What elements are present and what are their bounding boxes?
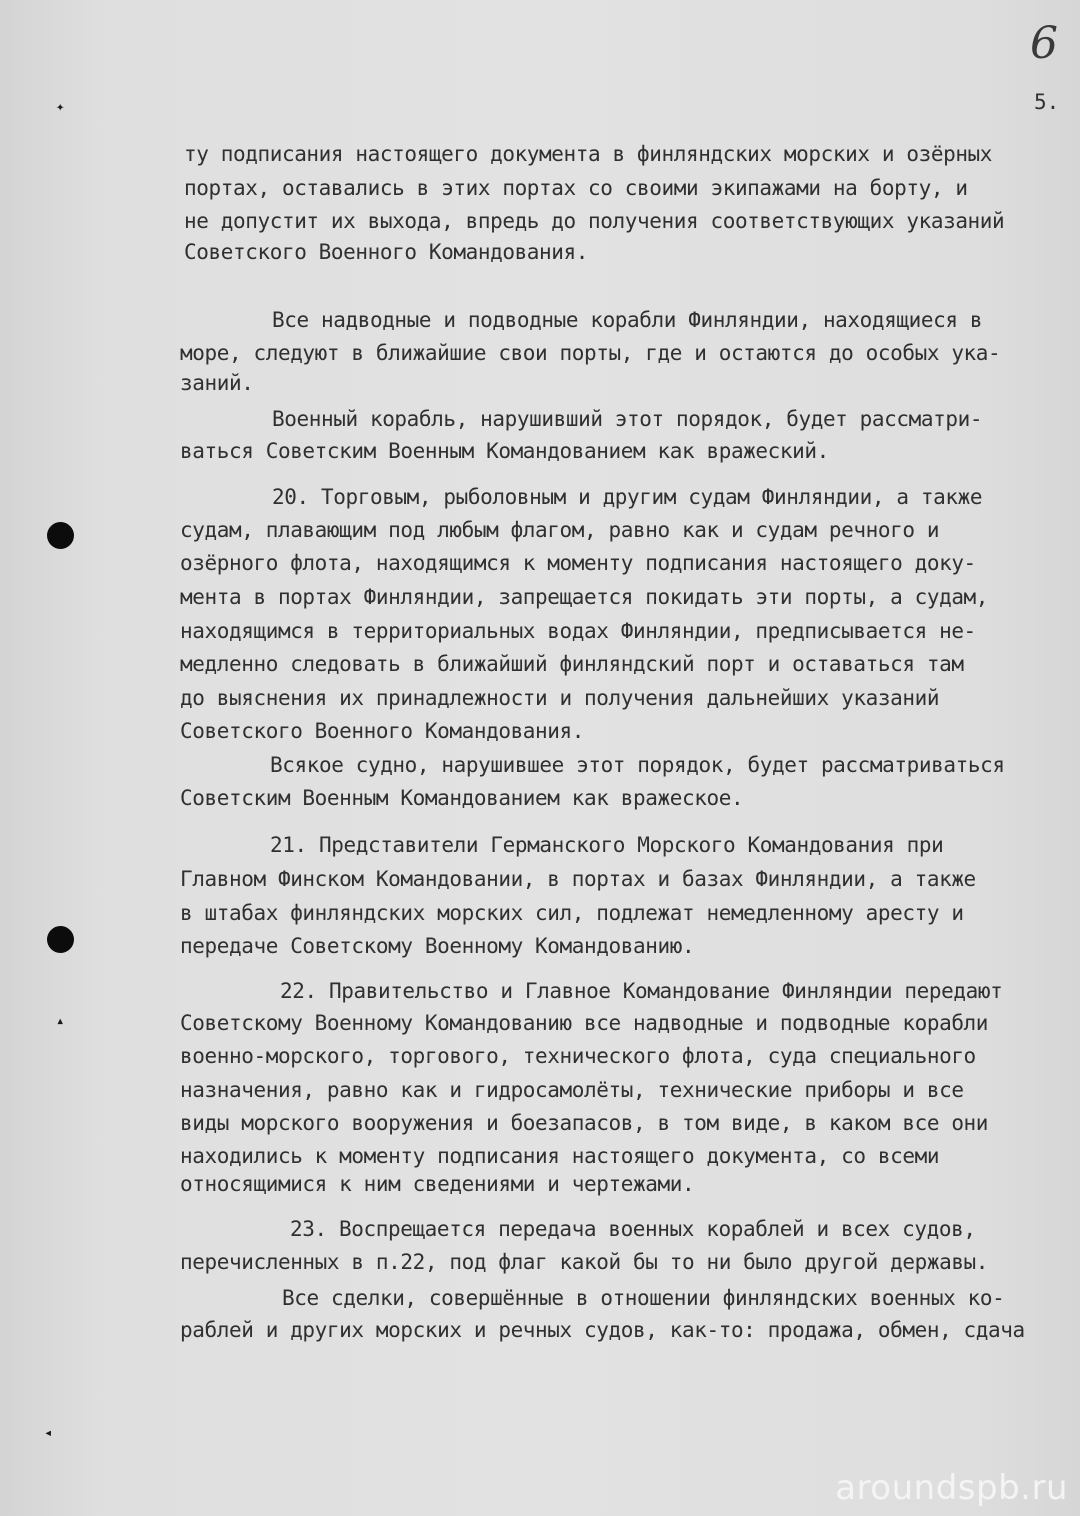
text-line: мента в портах Финляндии, запрещается покидать эти порты, а судам,	[180, 585, 989, 609]
text-line: перечисленных в п.22, под флаг какой бы то ни было другой державы.	[180, 1250, 989, 1274]
text-line: озёрного флота, находящимся к моменту подписания настоящего доку-	[180, 551, 976, 575]
text-line: до выяснения их принадлежности и получения дальнейших указаний	[180, 686, 940, 710]
text-line: море, следуют в ближайшие свои порты, где и остаются до особых ука-	[180, 341, 1001, 365]
page-number: 5.	[1034, 90, 1060, 114]
text-line: раблей и других морских и речных судов, как-то: продажа, обмен, сдача	[180, 1318, 1025, 1342]
text-line: Военный корабль, нарушивший этот порядок, будет рассматри-	[272, 407, 983, 431]
handwritten-sheet-number: 6	[1030, 18, 1058, 69]
text-line: передаче Советскому Военному Командованию.	[180, 934, 695, 958]
text-line: виды морского вооружения и боезапасов, в том виде, в каком все они	[180, 1111, 989, 1135]
punch-hole-upper	[47, 522, 74, 549]
text-line: относящимися к ним сведениями и чертежами.	[180, 1172, 695, 1196]
text-line: судам, плавающим под любым флагом, равно как и судам речного и	[180, 518, 940, 542]
text-line: портах, оставались в этих портах со своими экипажами на борту, и	[184, 176, 968, 200]
margin-speck: ✦	[56, 99, 65, 115]
punch-hole-lower	[47, 926, 74, 953]
text-line: в штабах финляндских морских сил, подлежат немедленному аресту и	[180, 901, 964, 925]
text-line: Главном Финском Командовании, в портах и базах Финляндии, а также	[180, 867, 976, 891]
text-line: находились к моменту подписания настоящего документа, со всеми	[180, 1144, 940, 1168]
text-line: Советского Военного Командования.	[180, 719, 585, 743]
text-line: Советским Военным Командованием как вражеское.	[180, 786, 744, 810]
text-line: 22. Правительство и Главное Командование Финляндии передают	[280, 979, 1003, 1003]
text-line: ваться Советским Военным Командованием как вражеский.	[180, 439, 829, 463]
text-line: 21. Представители Германского Морского Командования при	[270, 833, 944, 857]
text-line: Советскому Военному Командованию все надводные и подводные корабли	[180, 1011, 989, 1035]
watermark: aroundspb.ru	[835, 1468, 1068, 1508]
text-line: военно-морского, торгового, технического флота, суда специального	[180, 1044, 976, 1068]
text-line: Советского Военного Командования.	[184, 240, 589, 264]
text-line: назначения, равно как и гидросамолёты, технические приборы и все	[180, 1078, 964, 1102]
margin-speck: ◂	[44, 1425, 53, 1441]
text-line: не допустит их выхода, впредь до получения соответствующих указаний	[184, 209, 1005, 233]
text-line: заний.	[180, 371, 254, 395]
text-line: 20. Торговым, рыболовным и другим судам Финляндии, а также	[272, 485, 983, 509]
text-line: ту подписания настоящего документа в финляндских морских и озёрных	[184, 142, 993, 166]
text-line: 23. Воспрещается передача военных кораблей и всех судов,	[290, 1217, 976, 1241]
text-line: находящимся в территориальных водах Финляндии, предписывается не-	[180, 619, 976, 643]
text-line: медленно следовать в ближайший финляндский порт и оставаться там	[180, 652, 964, 676]
text-line: Все сделки, совершённые в отношении финляндских военных ко-	[282, 1286, 1005, 1310]
text-line: Всякое судно, нарушившее этот порядок, будет рассматриваться	[270, 753, 1005, 777]
margin-speck: ▴	[56, 1013, 65, 1029]
text-line: Все надводные и подводные корабли Финляндии, находящиеся в	[272, 308, 983, 332]
